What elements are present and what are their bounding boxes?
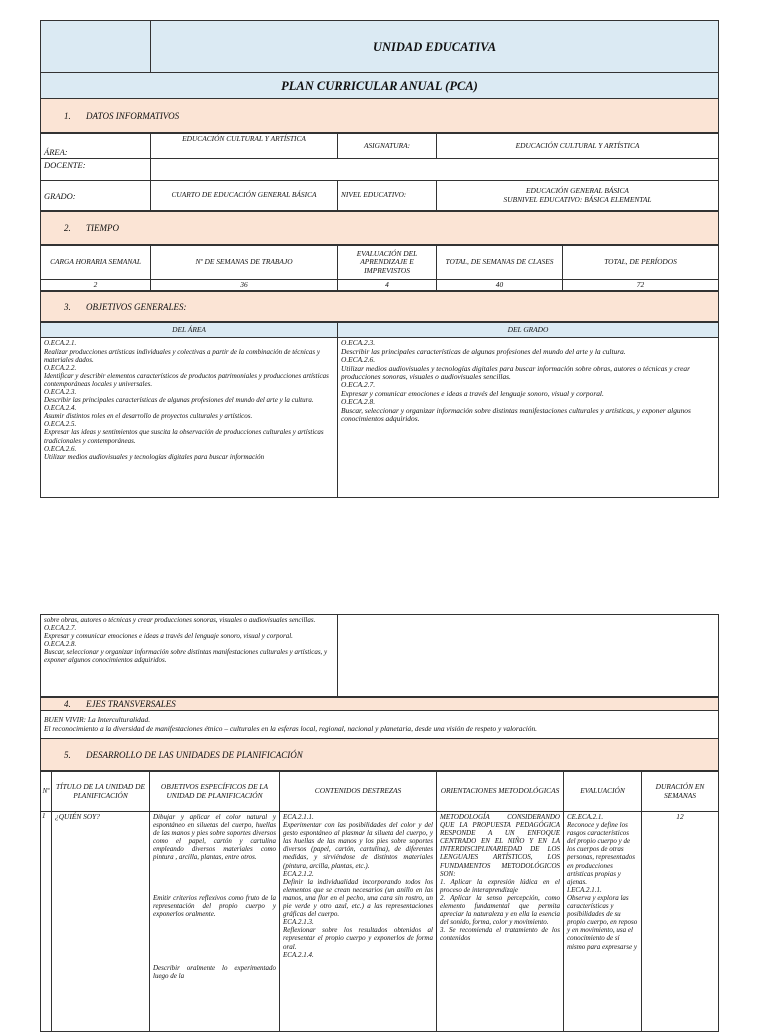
objetivo-item: O.ECA.2.4. <box>44 404 77 413</box>
section-number: 5. <box>64 749 71 760</box>
header-table <box>40 20 719 133</box>
objetivo-item: O.ECA.2.5. <box>44 420 77 429</box>
nivel-value-line-2: SUBNIVEL EDUCATIVO: BÁSICA ELEMENTAL <box>503 194 652 204</box>
institution-name: UNIDAD EDUCATIVA <box>151 21 719 73</box>
section-title: TIEMPO <box>86 223 119 233</box>
desarrollo-table <box>40 771 719 1032</box>
docente-label: DOCENTE: <box>41 159 151 181</box>
objetivo-item: O.ECA.2.3. <box>44 387 77 396</box>
objetivo-item: Buscar, seleccionar y organizar información sobre distintas manifestaciones culturales y artísticas, y exponer algunos conocimientos adquiridos. <box>44 648 328 665</box>
section-number: 1. <box>64 110 71 121</box>
objetivo-item: Identificar y describir elementos característicos de productos patrimoniales y producciones artísticas contemporáneas locales y universales. <box>44 371 329 388</box>
objetivo-item: sobre obras, autores o técnicas y crear producciones sonoras, visuales o audiovisuales sencillas. <box>44 616 316 624</box>
tiempo-value-total-semanas: 40 <box>437 280 563 291</box>
tiempo-value-total-periodos: 72 <box>563 280 719 291</box>
objetivo-item: Expresar y comunicar emociones e ideas a través del lenguaje sonoro, visual y corporal. <box>341 388 604 398</box>
objetivo-item: Expresar y comunicar emociones e ideas a través del lenguaje sonoro, visual y corporal. <box>44 632 293 641</box>
objetivos-col-area: DEL ÁREA <box>41 323 338 338</box>
nivel-label: NIVEL EDUCATIVO: <box>338 181 437 211</box>
unit-number: 1 <box>41 812 52 1032</box>
destreza-item: ECA.2.1.2. <box>283 869 314 878</box>
objetivos-continued-table <box>40 614 719 697</box>
section-tiempo <box>41 212 719 245</box>
tiempo-table <box>40 245 719 291</box>
tiempo-header-carga: CARGA HORARIA SEMANAL <box>41 246 151 280</box>
unit-objetivos <box>150 812 280 1032</box>
tiempo-value-evaluacion: 4 <box>338 280 437 291</box>
criterio-item: CE.ECA.2.1. <box>567 813 604 821</box>
page-1 <box>40 20 719 498</box>
objetivo-item: Describir las principales características de algunas profesiones del mundo del arte y la cultura. <box>341 346 626 356</box>
ejes-table <box>40 697 719 771</box>
criterio-item: Observa y explora las características y posibilidades de su propio cuerpo, en reposo y en movimiento, usa el conocimiento de sí mismo para expresarse y <box>567 893 638 951</box>
objetivos-col-grado: DEL GRADO <box>338 323 719 338</box>
criterio-item: Reconoce y define los rasgos característicos del propio cuerpo y de los cuerpos de otras personas, representados en producciones artísticas propias y ajenas. <box>567 821 635 886</box>
ejes-buen-vivir: BUEN VIVIR: La Interculturalidad. <box>44 715 151 725</box>
tiempo-value-semanas: 36 <box>151 280 338 291</box>
tiempo-header-total-periodos: TOTAL, DE PERÍODOS <box>563 246 719 280</box>
table-row <box>41 812 719 1032</box>
logo-cell <box>41 21 151 73</box>
objetivo-item: Expresar las ideas y sentimientos que suscita la observación de producciones culturales y artísticas tradicionales y contemporáneas. <box>44 428 324 445</box>
unit-evaluacion <box>564 812 642 1032</box>
objetivo-item: O.ECA.2.8. <box>341 397 376 407</box>
nivel-value-line-1: EDUCACIÓN GENERAL BÁSICA <box>526 186 629 196</box>
objetivo-especifico: Dibujar y aplicar el color natural y espontáneo en siluetas del cuerpo, huellas de las manos y pies sobre soportes diversos como el papel, cartón y cartulina empleando diversos materiales como pintura , arcilla, plantas, entre otros. <box>153 813 276 862</box>
objetivos-grado-list <box>338 338 719 498</box>
section-title: DATOS INFORMATIVOS <box>86 110 180 121</box>
objetivo-item: Buscar, seleccionar y organizar información sobre distintas manifestaciones culturales y artísticas, y exponer algunos conocimientos adquiridos. <box>341 405 691 424</box>
desarrollo-header-objetivos: OBJETIVOS ESPECÍFICOS DE LA UNIDAD DE PLANIFICACIÓN <box>150 772 280 812</box>
objetivos-area-continued <box>41 615 338 697</box>
tiempo-header-semanas: Nº DE SEMANAS DE TRABAJO <box>151 246 338 280</box>
area-label: ÁREA: <box>41 134 151 159</box>
destreza-item: ECA.2.1.3. <box>283 918 314 927</box>
grado-label: GRADO: <box>41 181 151 211</box>
objetivos-grado-continued <box>338 615 719 697</box>
destreza-item: Reflexionar sobre los resultados obtenidos al representar el propio cuerpo y exponerlos de forma oral. <box>283 926 433 951</box>
desarrollo-header-contenidos: CONTENIDOS DESTREZAS <box>280 772 437 812</box>
desarrollo-header-orientaciones: ORIENTACIONES METODOLÓGICAS <box>437 772 564 812</box>
objetivo-item: Describir las principales características de algunas profesiones del mundo del arte y la cultura. <box>44 396 314 405</box>
objetivo-item: O.ECA.2.3. <box>341 338 376 348</box>
objetivo-item: Realizar producciones artísticas individuales y colectivas a partir de la combinación de técnicas y materiales dados. <box>44 347 320 364</box>
objetivo-item: O.ECA.2.7. <box>44 624 77 633</box>
tiempo-header-evaluacion: EVALUACIÓN DEL APRENDIZAJE E IMPREVISTOS <box>338 246 437 280</box>
desarrollo-header-titulo: TÍTULO DE LA UNIDAD DE PLANIFICACIÓN <box>52 772 150 812</box>
desarrollo-header-duracion: DURACIÓN EN SEMANAS <box>642 772 719 812</box>
section-title: OBJETIVOS GENERALES: <box>86 301 187 312</box>
objetivo-item: O.ECA.2.6. <box>341 355 376 365</box>
objetivos-table <box>40 322 719 498</box>
objetivos-area-list <box>41 338 338 498</box>
objetivo-item: O.ECA.2.6. <box>44 444 77 453</box>
unit-duracion: 12 <box>642 812 719 1032</box>
section-ejes <box>41 698 719 711</box>
orientacion-item: 3. Se recomienda el tratamiento de los contenidos <box>440 926 560 943</box>
tiempo-section <box>40 211 719 245</box>
section-title: DESARROLLO DE LAS UNIDADES DE PLANIFICACIÓN <box>86 749 303 760</box>
tiempo-header-total-semanas: TOTAL, DE SEMANAS DE CLASES <box>437 246 563 280</box>
destreza-item: ECA.2.1.1. <box>283 813 314 821</box>
criterio-item: I.ECA.2.1.1. <box>567 885 602 894</box>
objetivo-item: Utilizar medios audiovisuales y tecnologías digitales para buscar información <box>44 452 265 461</box>
objetivo-item: O.ECA.2.1. <box>44 339 77 348</box>
datos-table <box>40 133 719 211</box>
unit-orientaciones <box>437 812 564 1032</box>
objetivo-especifico: Describir oralmente lo experimentado luego de la <box>153 963 276 980</box>
objetivo-especifico: Emitir criterios reflexivos como fruto de la representación del propio cuerpo y exponerlos oralmente. <box>153 893 276 918</box>
section-datos <box>41 99 719 133</box>
unit-title: ¿QUIÉN SOY? <box>52 812 150 1032</box>
section-desarrollo <box>41 739 719 771</box>
destreza-item: Experimentar con las posibilidades del color y del gesto espontáneo al plasmar la silueta del cuerpo, y las huellas de las manos y los pies sobre soportes diversos (papel, cartón, cartulina), de diferentes medidas, y sirviéndose de distintos materiales (pintura, arcilla, plantas, etc.). <box>283 821 433 870</box>
objetivo-item: O.ECA.2.8. <box>44 640 77 649</box>
area-value: EDUCACIÓN CULTURAL Y ARTÍSTICA <box>151 134 338 159</box>
tiempo-value-carga: 2 <box>41 280 151 291</box>
docente-value[interactable] <box>151 159 719 181</box>
section-number: 3. <box>64 301 71 312</box>
nivel-value <box>437 181 719 211</box>
unit-contenidos <box>280 812 437 1032</box>
section-title: EJES TRANSVERSALES <box>86 699 176 709</box>
objetivo-item: Asumir distintos roles en el desarrollo de proyectos culturales y artísticos. <box>44 412 253 421</box>
objetivo-item: O.ECA.2.2. <box>44 363 77 372</box>
destreza-item: Definir la individualidad incorporando todos los elementos que se crean necesarios (un anillo en las manos, una flor en el pecho, una cara sin rostro, un pie verde y otro azul, etc.) a las representaciones gráficas del cuerpo. <box>283 877 433 919</box>
destreza-item: ECA.2.1.4. <box>283 950 314 959</box>
desarrollo-header-num: Nº <box>41 772 52 812</box>
section-number: 4. <box>64 699 71 709</box>
orientacion-item: METODOLOGÍA CONSIDERANDO QUE LA PROPUESTA PEDAGÓGICA RESPONDE A UN ENFOQUE CENTRADO EN EL NIÑO Y EN LA INTERDISCIPLINARIEDAD DE LOS LENGUAJES ARTÍSTICOS, LOS FUNDAMENTOS METODOLÓGICOS SON: <box>440 813 560 878</box>
orientacion-item: 2. Aplicar la senso percepción, como elemento fundamental que permita apreciar la naturaleza y en ella la esencia del sonido, forma, color y movimiento. <box>440 893 560 927</box>
section-objetivos <box>41 292 719 322</box>
objetivo-item: O.ECA.2.7. <box>341 380 376 390</box>
plan-title: PLAN CURRICULAR ANUAL (PCA) <box>41 73 719 99</box>
asignatura-value: EDUCACIÓN CULTURAL Y ARTÍSTICA <box>437 134 719 159</box>
ejes-description: El reconocimiento a la diversidad de manifestaciones étnico – culturales en la esferas local, regional, nacional y planetaria, desde una visión de respeto y valoración. <box>44 723 538 733</box>
page-2 <box>40 614 719 1032</box>
asignatura-label: ASIGNATURA: <box>338 134 437 159</box>
section-number: 2. <box>64 223 71 233</box>
objetivos-section <box>40 291 719 322</box>
orientacion-item: 1. Aplicar la expresión lúdica en el proceso de interaprendizaje <box>440 877 560 894</box>
desarrollo-header-evaluacion: EVALUACIÓN <box>564 772 642 812</box>
objetivo-item: Utilizar medios audiovisuales y tecnologías digitales para buscar información sobre obras, autores o técnicas y crear producciones sonoras, visuales o audiovisuales sencillas. <box>341 363 690 382</box>
grado-value: CUARTO DE EDUCACIÓN GENERAL BÁSICA <box>151 181 338 211</box>
ejes-content <box>41 711 719 739</box>
